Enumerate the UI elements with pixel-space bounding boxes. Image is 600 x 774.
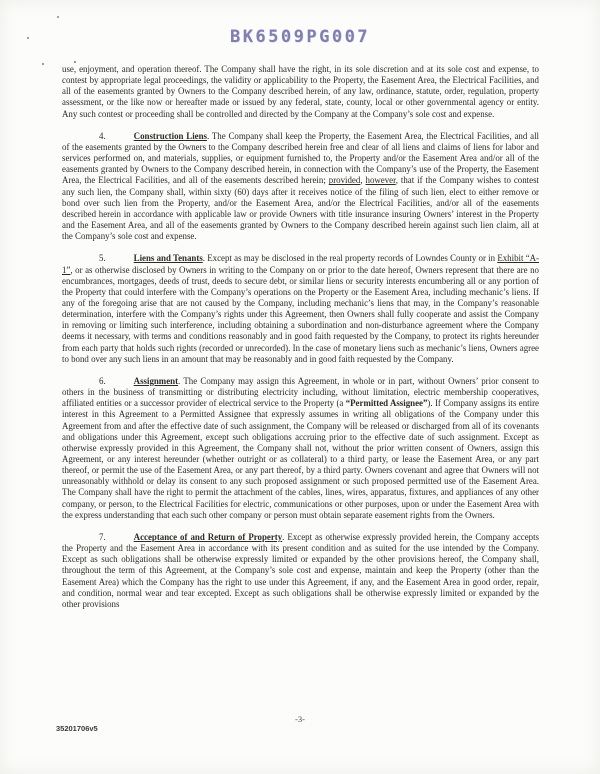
paragraph-6-assignment: 6. Assignment. The Company may assign this Agreement, in whole or in part, without Owners’ prior consent to others in the business of transmitting or distributing electricity including, without limitation, electric membership cooperatives, affiliated entities or a successor provider of electrical service to the Property (a “Permitted Assignee”). If Company assigns its entire interest in this Agreement to a Permitted Assignee that expressly assumes in writing all obligations of the Company under this Agreement from and after the effective date of such assignment, the Company will be released or discharged from all of its covenants and obligations under this Agreement, except such obligations accruing prior to the effective date of such assignment. Except as otherwise expressly provided in this Agreement, the Company shall not, without the prior written consent of Owners, assign this Agreement, or any interest hereunder (whether outright or as collateral) to a third party, or lease the Easement Area, or any part thereof, or permit the use of the Easement Area, or any part thereof, by a third party. Owners covenant and agree that Owners will not unreasonably withhold or delay its consent to any such proposed assignment or such proposed permitted use of the Easement Area. The Company shall have the right to permit the attachment of the cables, lines, wires, apparatus, fixtures, and appliances of any other company, or person, to the Electrical Facilities for electric, communications or other purposes, upon or under the Easement Area with the express understanding that each such other company or person must obtain separate easement rights from the Owners. xyxy=(62,375,539,520)
scan-speck xyxy=(42,63,44,65)
paragraph-7-acceptance-and-return: 7. Acceptance of and Return of Property. Except as otherwise expressly provided herein, the Company accepts the Property and the Easement Area in accordance with its present condition and as suited for the use intended by the Company. Except as such obligations shall be otherwise expressly limited or expanded by the other provisions hereof, the Company shall, throughout the term of this Agreement, at the Company’s sole cost and expense, maintain and keep the Property (other than the Easement Area) which the Company has the right to use under this Agreement, if any, and the Easement Area in good order, repair, and condition, normal wear and tear excepted. Except as such obligations shall be otherwise expressly limited or expanded by the other provisions xyxy=(62,531,539,609)
document-body xyxy=(62,64,539,621)
paragraph-4-construction-liens: 4. Construction Liens. The Company shall keep the Property, the Easement Area, the Electrical Facilities, and all of the easements granted by the Owners to the Company described herein free and clear of all liens and claims of liens for labor and services performed on, and materials, supplies, or equipment furnished to, the Property and/or the Easement Area and/or all of the easements granted by Owners to the Company described herein, in connection with the Company’s use of the Property, the Easement Area, the Electrical Facilities, and all of the easements described herein; provided, however, that if the Company wishes to contest any such lien, the Company shall, within sixty (60) days after it receives notice of the filing of such lien, elect to either remove or bond over such lien from the Property, and/or the Easement Area, and/or the Electrical Facilities, and/or all of the easements described herein in accordance with applicable law or provide Owners with title insurance insuring Owners’ interest in the Property and the Easement Area, and all of the easements granted by Owners to the Company described herein against such lien claim, all at the Company’s sole cost and expense. xyxy=(62,130,539,242)
paragraph-continuation: use, enjoyment, and operation thereof. The Company shall have the right, in its sole discretion and at its sole cost and expense, to contest by appropriate legal proceedings, the validity or applicability to the Property, the Easement Area, the Electrical Facilities, and all of the easements granted by Owners to the Company described herein, of any law, ordinance, statute, order, regulation, property assessment, or the like now or hereafter made or issued by any federal, state, county, local or other governmental agency or entity. Any such contest or proceeding shall be controlled and directed by the Company at the Company’s sole cost and expense. xyxy=(62,64,539,119)
paragraph-5-liens-and-tenants: 5. Liens and Tenants. Except as may be disclosed in the real property records of Lowndes County or in Exhibit “A-1”, or as otherwise disclosed by Owners in writing to the Company on or prior to the date hereof, Owners represent that there are no encumbrances, mortgages, deeds of trust, deeds to secure debt, or similar liens or security interests encumbering all or any portion of the Property that could interfere with the Company’s operations on the Property or the Easement Area, including mechanic’s liens. If any of the foregoing arise that are not caused by the Company, including mechanic’s liens that may, in the Company’s reasonable determination, interfere with the Company’s rights under this Agreement, then Owners shall fully cooperate and assist the Company in removing or limiting such interference, including obtaining a subordination and non-disturbance agreement where the Company deems it necessary, with terms and conditions reasonably and in good faith requested by the Company, to protect its rights hereunder from each party that holds such rights (recorded or unrecorded). In the case of monetary liens such as mechanic’s liens, Owners agree to bond over any such liens in an amount that may be reasonably and in good faith requested by the Company. xyxy=(62,253,539,364)
book-page-stamp: BK6509PG007 xyxy=(229,27,371,47)
document-control-number: 35201706v5 xyxy=(56,724,98,733)
scan-speck xyxy=(57,16,59,18)
page-number: -3- xyxy=(295,714,305,724)
scan-speck xyxy=(74,61,76,63)
